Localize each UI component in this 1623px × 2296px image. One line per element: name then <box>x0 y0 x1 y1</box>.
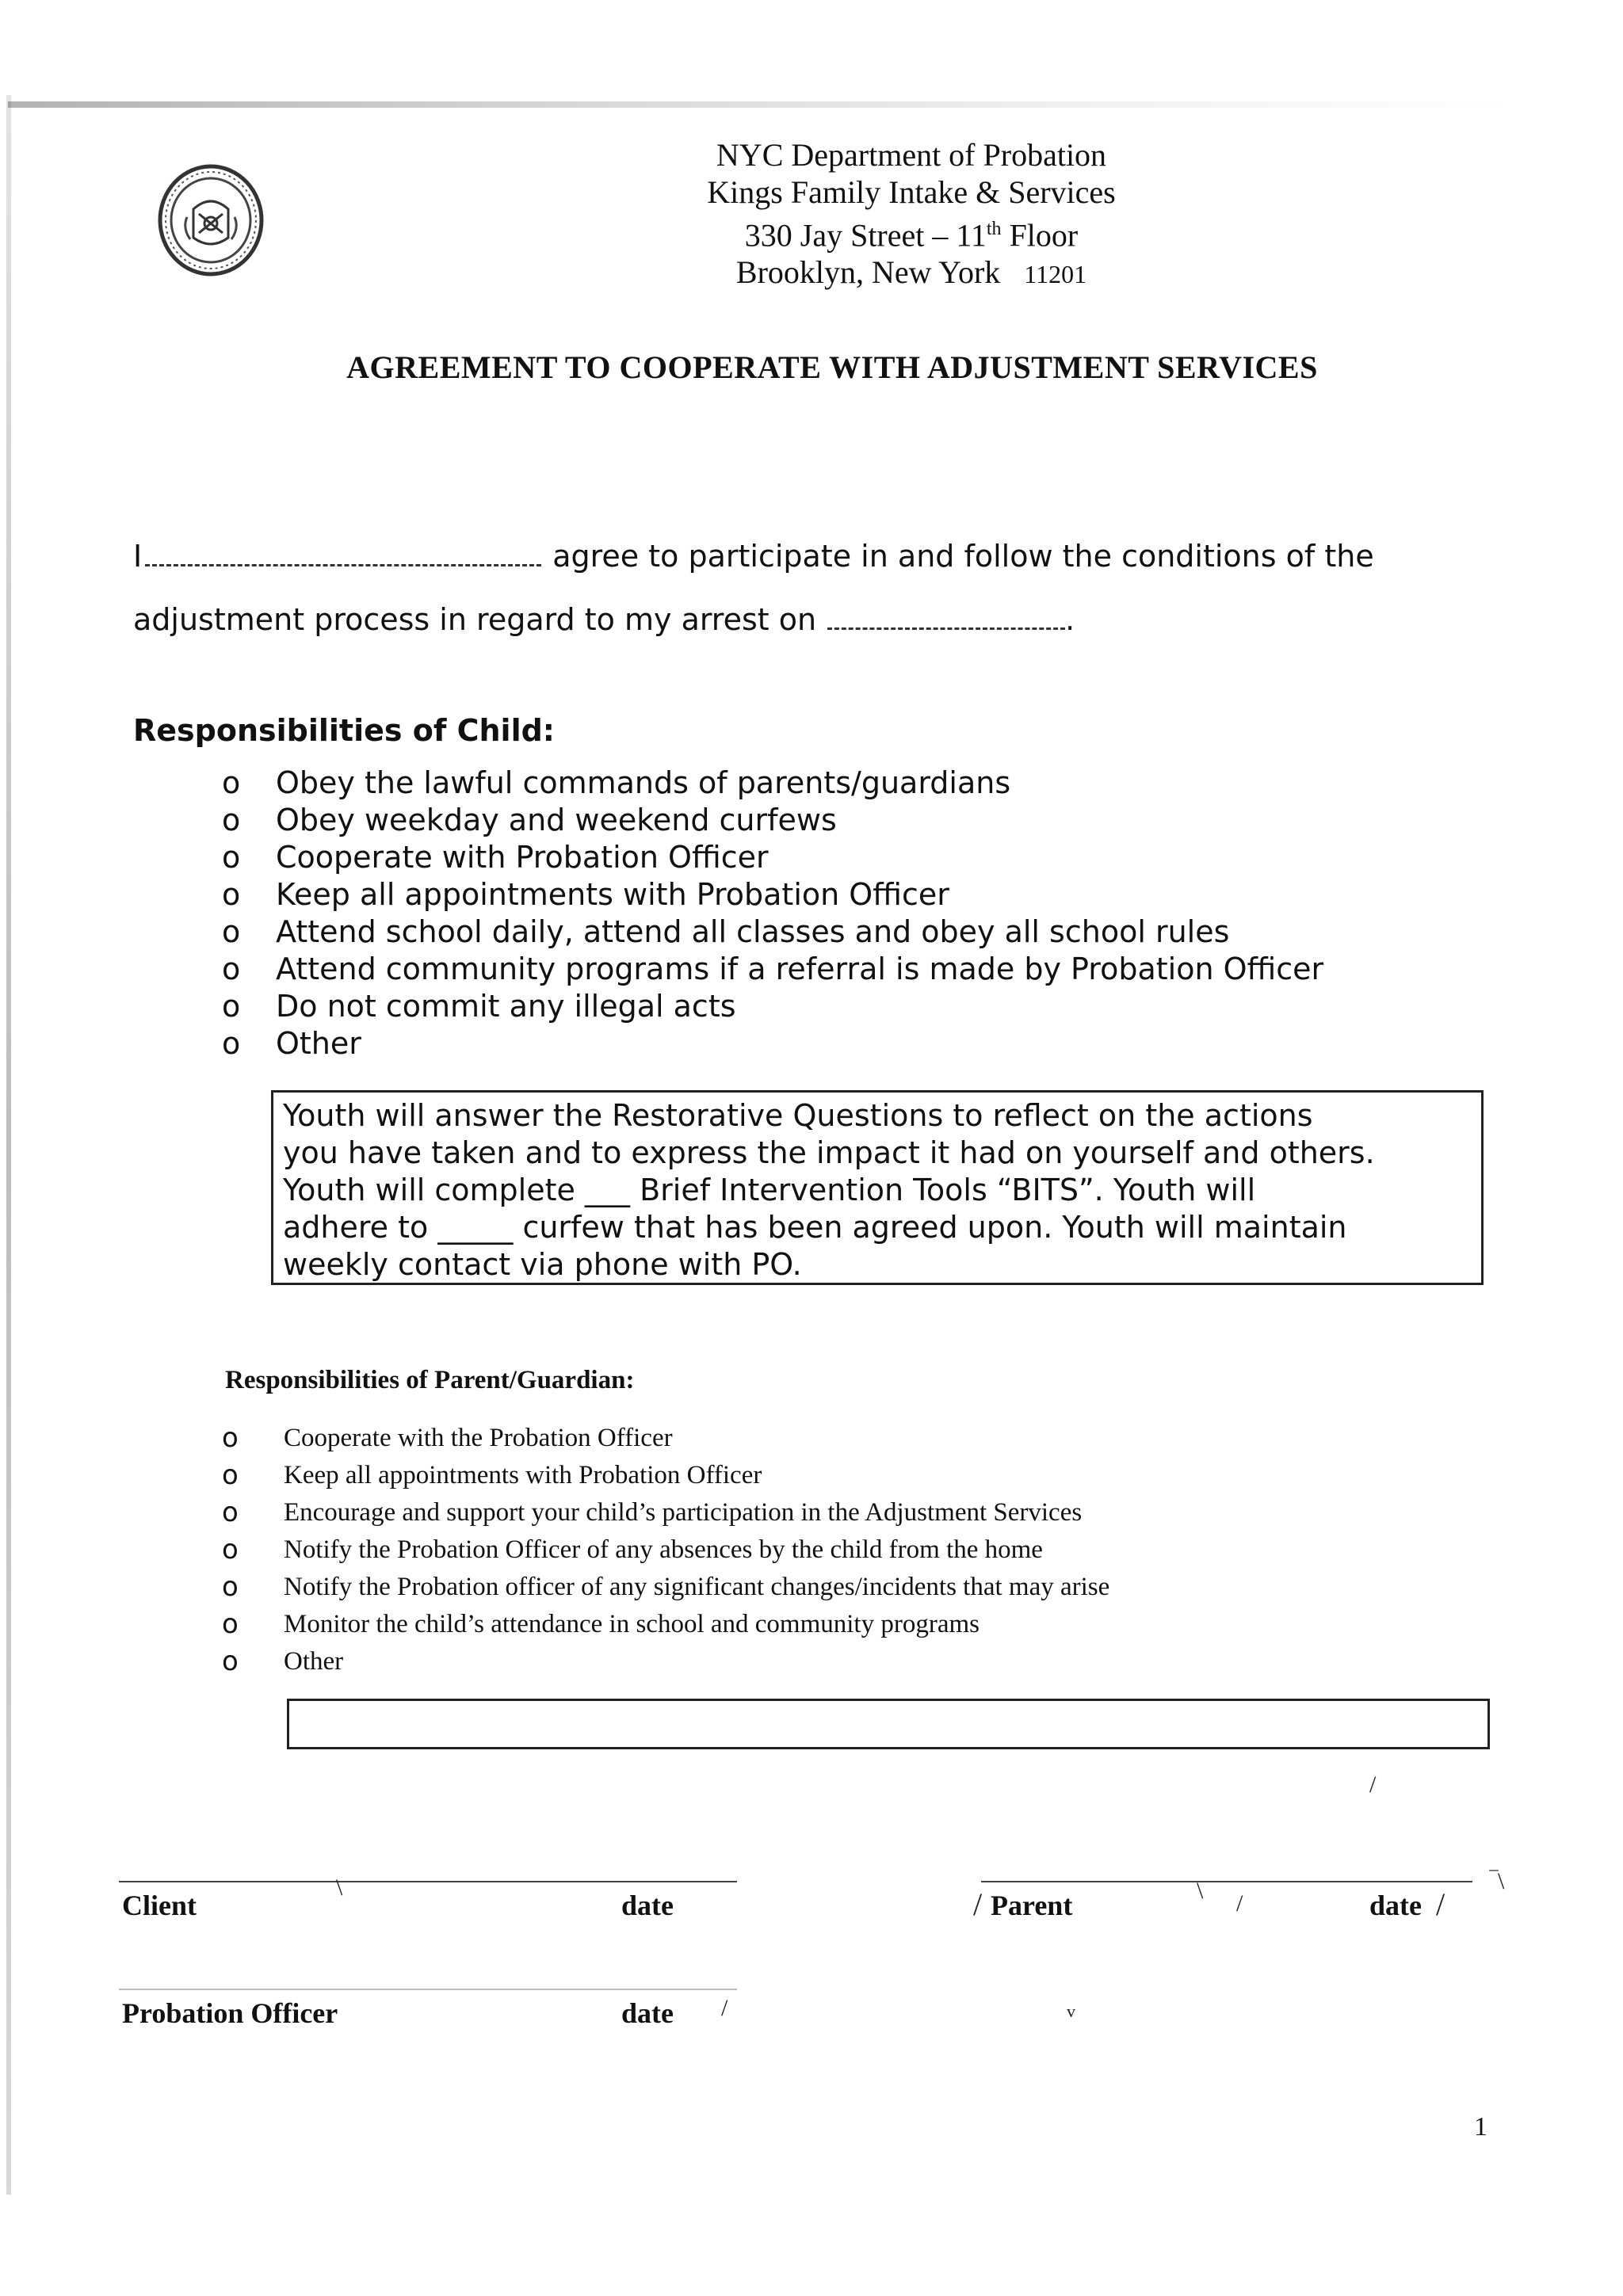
officer-date-label: date <box>621 1997 674 2029</box>
youth-box-line: adhere to _____ curfew that has been agreed upon. Youth will maintain <box>283 1210 1347 1245</box>
youth-box-line: you have taken and to express the impact it had on yourself and others. <box>283 1135 1375 1170</box>
child-responsibilities-heading: Responsibilities of Child: <box>133 713 555 748</box>
parent-responsibilities-list <box>222 1420 1569 1680</box>
parent-responsibilities-heading: Responsibilities of Parent/Guardian: <box>225 1366 635 1394</box>
bullet: o <box>222 840 241 875</box>
bullet: o <box>222 1422 239 1454</box>
list-item: o Cooperate with the Probation Officer <box>222 1420 1569 1457</box>
bullet: o <box>222 803 241 837</box>
bullet: o <box>222 952 241 986</box>
office-name: Kings Family Intake & Services <box>707 174 1116 210</box>
list-item: o Notify the Probation officer of any significant changes/incidents that may arise <box>222 1569 1569 1606</box>
bullet: o <box>222 1571 239 1603</box>
youth-box-line: Youth will complete ___ Brief Intervention Tools “BITS”. Youth will <box>283 1173 1256 1207</box>
page-number: 1 <box>1474 2112 1487 2142</box>
list-item: o Keep all appointments with Probation Officer <box>222 877 949 912</box>
arrest-date-blank[interactable] <box>827 610 1065 630</box>
scan-edge-shadow <box>6 95 11 2195</box>
parent-label: Parent <box>991 1890 1073 1921</box>
probation-officer-label: Probation Officer <box>122 1997 338 2029</box>
officer-signature-line[interactable] <box>119 1989 737 1990</box>
bits-count-blank[interactable]: ___ <box>584 1173 630 1207</box>
scan-mark: \ <box>336 1875 343 1901</box>
bullet: o <box>222 1497 239 1528</box>
list-item: o Monitor the child’s attendance in school and community programs <box>222 1606 1569 1643</box>
list-item: o Keep all appointments with Probation Officer <box>222 1457 1569 1494</box>
scan-mark: ‾\ <box>1490 1868 1505 1894</box>
list-item: o Cooperate with Probation Officer <box>222 840 769 875</box>
agency-header <box>555 136 1268 293</box>
list-item: o Encourage and support your child’s participation in the Adjustment Services <box>222 1494 1569 1531</box>
bullet: o <box>222 1534 239 1566</box>
street-address: 330 Jay Street – 11th Floor <box>744 217 1079 254</box>
list-item: o Attend school daily, attend all classes and obey all school rules <box>222 914 1230 949</box>
list-item: o Other <box>222 1026 361 1061</box>
list-item: o Do not commit any illegal acts <box>222 989 736 1024</box>
scan-mark: / <box>1436 1886 1445 1922</box>
bullet: o <box>222 1608 239 1640</box>
scan-mark: / <box>721 1995 728 2021</box>
agency-name: NYC Department of Probation <box>716 137 1107 173</box>
list-item: o Obey weekday and weekend curfews <box>222 803 837 837</box>
zip-code: 11201 <box>1024 260 1087 289</box>
parent-signature-line[interactable] <box>981 1881 1472 1882</box>
client-label: Client <box>122 1890 197 1921</box>
list-item: o Attend community programs if a referral is made by Probation Officer <box>222 952 1324 986</box>
scan-mark: v <box>1067 2001 1075 2021</box>
agreement-line-2: adjustment process in regard to my arrest on . <box>133 602 1075 637</box>
youth-box-line: weekly contact via phone with PO. <box>283 1247 802 1282</box>
city-line: Brooklyn, New York 11201 <box>735 254 1087 291</box>
scan-mark: \ <box>1197 1878 1204 1904</box>
bullet: o <box>222 1459 239 1491</box>
scan-mark: / <box>973 1886 983 1922</box>
parent-date-label: date <box>1369 1890 1422 1921</box>
parent-other-input-box[interactable] <box>287 1699 1490 1749</box>
scan-mark: / <box>1236 1890 1243 1917</box>
agreement-line-1: I agree to participate in and follow the conditions of the <box>133 539 1374 574</box>
bullet: o <box>222 1026 241 1061</box>
scan-top-streak <box>8 101 1514 108</box>
bullet: o <box>222 989 241 1024</box>
list-item: o Obey the lawful commands of parents/guardians <box>222 765 1011 800</box>
bullet: o <box>222 1646 239 1677</box>
curfew-blank[interactable]: _____ <box>437 1210 514 1245</box>
city-seal-icon <box>155 162 266 279</box>
client-date-label: date <box>621 1890 674 1921</box>
document-title: AGREEMENT TO COOPERATE WITH ADJUSTMENT SERVICES <box>346 349 1318 385</box>
youth-conditions-box[interactable] <box>271 1090 1484 1285</box>
youth-box-line: Youth will answer the Restorative Questions to reflect on the actions <box>283 1098 1313 1133</box>
scan-mark: / <box>1369 1772 1377 1798</box>
list-item: o Other <box>222 1643 1569 1680</box>
bullet: o <box>222 765 241 800</box>
bullet: o <box>222 877 241 912</box>
client-signature-line[interactable] <box>119 1881 737 1882</box>
bullet: o <box>222 914 241 949</box>
child-responsibilities-list <box>222 765 1569 1062</box>
list-item: o Notify the Probation Officer of any absences by the child from the home <box>222 1531 1569 1569</box>
name-blank[interactable] <box>145 547 541 566</box>
